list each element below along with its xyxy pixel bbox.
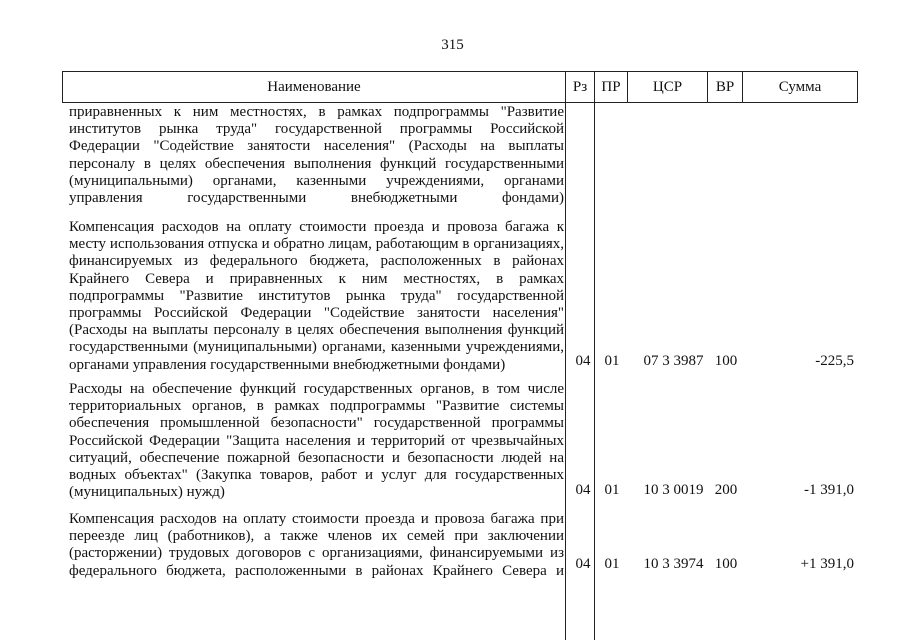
header-sum: Сумма [742, 71, 858, 103]
header-name: Наименование [62, 71, 566, 103]
row-name: Расходы на обеспечение функций государственных органов, в том числе территориальных органов, в рамках подпрограммы "Развитие системы обеспечения промышленной безопасности" государственной программы Российской Федерации "Защита населения и территорий от чрезвычайных ситуаций, обеспечение пожарной безопасности и безопасности людей на водных объектах" (Закупка товаров, работ и услуг для государственных (муниципальных) нужд) [69, 381, 564, 501]
row-vr: 200 [714, 482, 738, 498]
row-name: Компенсация расходов на оплату стоимости проезда и провоза багажа к месту использования отпуска и обратно лицам, работающим в организациях, финансируемых из федерального бюджета, расположенных в районах Крайнего Севера и приравненных к ним местностях, в рамках подпрограммы "Развитие институтов рынка труда" государственной программы Российской Федерации "Содействие занятости населения" (Расходы на выплаты персоналу в целях обеспечения выполнения функций государственными (муниципальными) органами, казенными учреждениями, органами управления государственными внебюджетными фондами) [69, 219, 564, 373]
page-number: 315 [441, 37, 464, 53]
row-vr: 100 [714, 353, 738, 369]
row-csr: 07 3 3987 [643, 353, 704, 369]
header-rz: Рз [565, 71, 595, 103]
row-name: Компенсация расходов на оплату стоимости проезда и провоза багажа при переезде лиц (работников), а также членов их семей при заключении (расторжении) трудовых договоров с организациями, финансируемыми из федерального бюджета, расположенными в районах Крайнего Севера и [69, 511, 564, 579]
row-sum: -1 391,0 [804, 482, 854, 498]
row-csr: 10 3 3974 [643, 556, 704, 572]
row-rz: 04 [575, 353, 591, 369]
row-pr: 01 [604, 353, 620, 369]
header-vr: ВР [707, 71, 743, 103]
row-rz: 04 [575, 556, 591, 572]
row-pr: 01 [604, 556, 620, 572]
row-sum: -225,5 [815, 353, 854, 369]
column-divider [565, 103, 566, 640]
row-rz: 04 [575, 482, 591, 498]
header-csr: ЦСР [627, 71, 708, 103]
row-sum: +1 391,0 [800, 556, 854, 572]
row-name: приравненных к ним местностях, в рамках подпрограммы "Развитие институтов рынка труда" государственной программы Российской Федерации "Содействие занятости населения" (Расходы на выплаты персоналу в целях обеспечения выполнения функций государственными (муниципальными) органами, казенными учреждениями, органами управления государственными внебюджетными фондами) [69, 104, 564, 207]
row-pr: 01 [604, 482, 620, 498]
header-pr: ПР [594, 71, 628, 103]
row-csr: 10 3 0019 [643, 482, 704, 498]
row-vr: 100 [714, 556, 738, 572]
